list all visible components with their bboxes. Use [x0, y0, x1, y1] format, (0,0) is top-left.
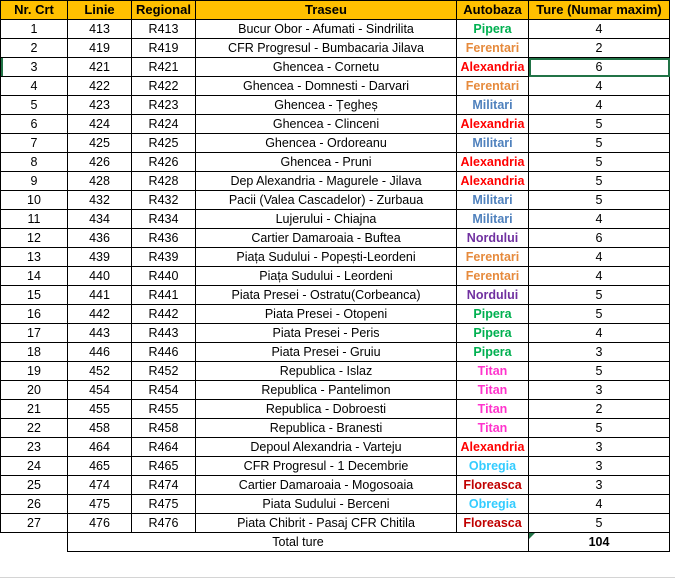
cell-nr-crt[interactable]: 3 — [1, 58, 68, 77]
cell-ture[interactable]: 2 — [529, 400, 670, 419]
cell-nr-crt[interactable]: 19 — [1, 362, 68, 381]
cell-traseu[interactable]: Dep Alexandria - Magurele - Jilava — [196, 172, 457, 191]
table-row — [1, 96, 670, 115]
cell-regional[interactable]: R423 — [132, 96, 196, 115]
cell-linie[interactable]: 425 — [68, 134, 132, 153]
cell-nr-crt[interactable]: 1 — [1, 20, 68, 39]
cell-ture[interactable]: 4 — [529, 495, 670, 514]
total-row — [1, 533, 670, 552]
cell-linie[interactable]: 464 — [68, 438, 132, 457]
cell-nr-crt[interactable]: 11 — [1, 210, 68, 229]
cell-nr-crt[interactable]: 21 — [1, 400, 68, 419]
cell-nr-crt[interactable]: 2 — [1, 39, 68, 58]
cell-traseu[interactable]: Ghencea - Pruni — [196, 153, 457, 172]
cell-nr-crt[interactable]: 4 — [1, 77, 68, 96]
cell-autobaza[interactable]: Militari — [457, 210, 529, 229]
cell-nr-crt[interactable]: 27 — [1, 514, 68, 533]
cell-ture[interactable]: 4 — [529, 267, 670, 286]
cell-autobaza[interactable]: Ferentari — [457, 39, 529, 58]
cell-autobaza[interactable]: Titan — [457, 400, 529, 419]
table-row — [1, 172, 670, 191]
empty-cell[interactable] — [1, 533, 68, 552]
cell-autobaza[interactable]: Militari — [457, 191, 529, 210]
cell-regional[interactable]: R455 — [132, 400, 196, 419]
cell-linie[interactable]: 426 — [68, 153, 132, 172]
cell-regional[interactable]: R442 — [132, 305, 196, 324]
cell-linie[interactable]: 465 — [68, 457, 132, 476]
table-row — [1, 39, 670, 58]
cell-traseu[interactable]: Ghencea - Țegheș — [196, 96, 457, 115]
cell-autobaza[interactable]: Ferentari — [457, 77, 529, 96]
cell-regional[interactable]: R441 — [132, 286, 196, 305]
cell-linie[interactable]: 458 — [68, 419, 132, 438]
table-row — [1, 58, 670, 77]
cell-regional[interactable]: R424 — [132, 115, 196, 134]
header-traseu[interactable]: Traseu — [196, 1, 457, 20]
cell-ture[interactable]: 5 — [529, 191, 670, 210]
cell-linie[interactable]: 413 — [68, 20, 132, 39]
cell-linie[interactable]: 454 — [68, 381, 132, 400]
table-row — [1, 248, 670, 267]
cell-ture[interactable]: 4 — [529, 96, 670, 115]
cell-ture[interactable]: 5 — [529, 514, 670, 533]
cell-ture[interactable]: 3 — [529, 457, 670, 476]
cell-ture[interactable]: 4 — [529, 324, 670, 343]
table-row — [1, 77, 670, 96]
cell-nr-crt[interactable]: 10 — [1, 191, 68, 210]
cell-ture[interactable]: 5 — [529, 286, 670, 305]
table-row — [1, 419, 670, 438]
cell-autobaza[interactable]: Obregia — [457, 495, 529, 514]
cell-traseu[interactable]: Cartier Damaroaia - Mogosoaia — [196, 476, 457, 495]
cell-linie[interactable]: 421 — [68, 58, 132, 77]
cell-regional[interactable]: R419 — [132, 39, 196, 58]
cell-autobaza[interactable]: Ferentari — [457, 267, 529, 286]
header-nr-crt[interactable]: Nr. Crt — [1, 1, 68, 20]
cell-traseu[interactable]: Pacii (Valea Cascadelor) - Zurbaua — [196, 191, 457, 210]
table-row — [1, 267, 670, 286]
cell-autobaza[interactable]: Pipera — [457, 343, 529, 362]
cell-traseu[interactable]: Piața Sudului - Leordeni — [196, 267, 457, 286]
cell-autobaza[interactable]: Obregia — [457, 457, 529, 476]
cell-nr-crt[interactable]: 26 — [1, 495, 68, 514]
cell-regional[interactable]: R464 — [132, 438, 196, 457]
cell-ture[interactable]: 4 — [529, 77, 670, 96]
table-row — [1, 400, 670, 419]
cell-ture[interactable]: 5 — [529, 172, 670, 191]
cell-autobaza[interactable]: Pipera — [457, 324, 529, 343]
cell-linie[interactable]: 475 — [68, 495, 132, 514]
cell-regional[interactable]: R439 — [132, 248, 196, 267]
cell-linie[interactable]: 442 — [68, 305, 132, 324]
table-row — [1, 229, 670, 248]
table-row — [1, 514, 670, 533]
table-row — [1, 457, 670, 476]
cell-traseu[interactable]: Lujerului - Chiajna — [196, 210, 457, 229]
cell-linie[interactable]: 446 — [68, 343, 132, 362]
cell-ture[interactable]: 5 — [529, 115, 670, 134]
cell-nr-crt[interactable]: 14 — [1, 267, 68, 286]
cell-regional[interactable]: R426 — [132, 153, 196, 172]
cell-nr-crt[interactable]: 6 — [1, 115, 68, 134]
cell-nr-crt[interactable]: 25 — [1, 476, 68, 495]
table-row — [1, 324, 670, 343]
cell-nr-crt[interactable]: 23 — [1, 438, 68, 457]
table-row — [1, 343, 670, 362]
cell-autobaza[interactable]: Floreasca — [457, 476, 529, 495]
cell-nr-crt[interactable]: 18 — [1, 343, 68, 362]
cell-autobaza[interactable]: Pipera — [457, 305, 529, 324]
cell-autobaza[interactable]: Militari — [457, 134, 529, 153]
cell-autobaza[interactable]: Alexandria — [457, 58, 529, 77]
cell-ture[interactable]: 3 — [529, 438, 670, 457]
cell-nr-crt[interactable]: 15 — [1, 286, 68, 305]
cell-nr-crt[interactable]: 16 — [1, 305, 68, 324]
cell-ture[interactable]: 2 — [529, 39, 670, 58]
cell-traseu[interactable]: CFR Progresul - 1 Decembrie — [196, 457, 457, 476]
cell-linie[interactable]: 434 — [68, 210, 132, 229]
cell-regional[interactable]: R452 — [132, 362, 196, 381]
cell-regional[interactable]: R443 — [132, 324, 196, 343]
header-ture[interactable]: Ture (Numar maxim) — [529, 1, 670, 20]
cell-ture[interactable]: 5 — [529, 419, 670, 438]
table-row — [1, 495, 670, 514]
cell-linie[interactable]: 455 — [68, 400, 132, 419]
cell-regional[interactable]: R475 — [132, 495, 196, 514]
cell-regional[interactable]: R422 — [132, 77, 196, 96]
total-value-cell[interactable] — [529, 533, 670, 552]
header-linie[interactable]: Linie — [68, 1, 132, 20]
table-row — [1, 191, 670, 210]
cell-ture[interactable]: 3 — [529, 476, 670, 495]
cell-nr-crt[interactable]: 8 — [1, 153, 68, 172]
table-row — [1, 286, 670, 305]
cell-nr-crt[interactable]: 20 — [1, 381, 68, 400]
cell-ture[interactable]: 5 — [529, 134, 670, 153]
cell-nr-crt[interactable]: 9 — [1, 172, 68, 191]
cell-regional[interactable]: R446 — [132, 343, 196, 362]
cell-traseu[interactable]: Piata Presei - Ostratu(Corbeanca) — [196, 286, 457, 305]
cell-autobaza[interactable]: Militari — [457, 96, 529, 115]
cell-regional[interactable]: R440 — [132, 267, 196, 286]
cell-traseu[interactable]: Piața Sudului - Popești-Leordeni — [196, 248, 457, 267]
table-row — [1, 20, 670, 39]
cell-traseu[interactable]: Republica - Pantelimon — [196, 381, 457, 400]
cell-traseu[interactable]: Depoul Alexandria - Varteju — [196, 438, 457, 457]
cell-linie[interactable]: 439 — [68, 248, 132, 267]
cell-linie[interactable]: 422 — [68, 77, 132, 96]
cell-ture[interactable]: 5 — [529, 153, 670, 172]
cell-ture[interactable]: 4 — [529, 248, 670, 267]
cell-regional[interactable]: R474 — [132, 476, 196, 495]
cell-regional[interactable]: R434 — [132, 210, 196, 229]
cell-autobaza[interactable]: Alexandria — [457, 438, 529, 457]
cell-ture[interactable]: 5 — [529, 305, 670, 324]
header-regional[interactable]: Regional — [132, 1, 196, 20]
cell-ture[interactable]: 3 — [529, 343, 670, 362]
cell-traseu[interactable]: Cartier Damaroaia - Buftea — [196, 229, 457, 248]
cell-autobaza[interactable]: Ferentari — [457, 248, 529, 267]
cell-ture[interactable]: 4 — [529, 20, 670, 39]
cell-regional[interactable]: R465 — [132, 457, 196, 476]
cell-regional[interactable]: R421 — [132, 58, 196, 77]
cell-traseu[interactable]: CFR Progresul - Bumbacaria Jilava — [196, 39, 457, 58]
cell-traseu[interactable]: Ghencea - Ordoreanu — [196, 134, 457, 153]
cell-linie[interactable]: 452 — [68, 362, 132, 381]
cell-autobaza[interactable]: Nordului — [457, 286, 529, 305]
cell-autobaza[interactable]: Alexandria — [457, 172, 529, 191]
table-row — [1, 115, 670, 134]
table-row — [1, 438, 670, 457]
cell-linie[interactable]: 432 — [68, 191, 132, 210]
cell-autobaza[interactable]: Alexandria — [457, 153, 529, 172]
cell-traseu[interactable]: Piata Presei - Otopeni — [196, 305, 457, 324]
cell-autobaza[interactable]: Floreasca — [457, 514, 529, 533]
cell-nr-crt[interactable]: 22 — [1, 419, 68, 438]
cell-traseu[interactable]: Piata Presei - Peris — [196, 324, 457, 343]
cell-nr-crt[interactable]: 24 — [1, 457, 68, 476]
cell-linie[interactable]: 441 — [68, 286, 132, 305]
cell-linie[interactable]: 428 — [68, 172, 132, 191]
cell-linie[interactable]: 424 — [68, 115, 132, 134]
cell-autobaza[interactable]: Titan — [457, 381, 529, 400]
table-row — [1, 134, 670, 153]
table-row — [1, 305, 670, 324]
header-row — [1, 1, 670, 20]
error-indicator-icon — [529, 533, 535, 539]
cell-autobaza[interactable]: Titan — [457, 419, 529, 438]
cell-autobaza[interactable]: Alexandria — [457, 115, 529, 134]
cell-regional[interactable]: R454 — [132, 381, 196, 400]
cell-traseu[interactable]: Republica - Branesti — [196, 419, 457, 438]
cell-ture[interactable]: 6 — [529, 58, 670, 77]
cell-nr-crt[interactable]: 5 — [1, 96, 68, 115]
table-row — [1, 210, 670, 229]
table-row — [1, 153, 670, 172]
cell-ture[interactable]: 5 — [529, 362, 670, 381]
cell-autobaza[interactable]: Nordului — [457, 229, 529, 248]
cell-regional[interactable]: R425 — [132, 134, 196, 153]
cell-traseu[interactable]: Ghencea - Domnesti - Darvari — [196, 77, 457, 96]
header-autobaza[interactable]: Autobaza — [457, 1, 529, 20]
cell-traseu[interactable]: Piata Chibrit - Pasaj CFR Chitila — [196, 514, 457, 533]
cell-linie[interactable]: 419 — [68, 39, 132, 58]
cell-regional[interactable]: R432 — [132, 191, 196, 210]
cell-ture[interactable]: 4 — [529, 210, 670, 229]
table-row — [1, 476, 670, 495]
cell-traseu[interactable]: Ghencea - Clinceni — [196, 115, 457, 134]
cell-linie[interactable]: 474 — [68, 476, 132, 495]
cell-autobaza[interactable]: Titan — [457, 362, 529, 381]
cell-regional[interactable]: R436 — [132, 229, 196, 248]
cell-linie[interactable]: 443 — [68, 324, 132, 343]
cell-nr-crt[interactable]: 17 — [1, 324, 68, 343]
cell-nr-crt[interactable]: 12 — [1, 229, 68, 248]
cell-regional[interactable]: R413 — [132, 20, 196, 39]
cell-traseu[interactable]: Piata Sudului - Berceni — [196, 495, 457, 514]
cell-traseu[interactable]: Republica - Islaz — [196, 362, 457, 381]
cell-nr-crt[interactable]: 13 — [1, 248, 68, 267]
cell-linie[interactable]: 440 — [68, 267, 132, 286]
cell-traseu[interactable]: Ghencea - Cornetu — [196, 58, 457, 77]
table-row — [1, 362, 670, 381]
total-value: 104 — [588, 535, 610, 549]
cell-traseu[interactable]: Piata Presei - Gruiu — [196, 343, 457, 362]
total-label-cell[interactable]: Total ture — [68, 533, 529, 552]
cell-traseu[interactable]: Bucur Obor - Afumati - Sindrilita — [196, 20, 457, 39]
cell-linie[interactable]: 476 — [68, 514, 132, 533]
cell-traseu[interactable]: Republica - Dobroesti — [196, 400, 457, 419]
table-row — [1, 381, 670, 400]
cell-ture[interactable]: 3 — [529, 381, 670, 400]
cell-autobaza[interactable]: Pipera — [457, 20, 529, 39]
cell-regional[interactable]: R476 — [132, 514, 196, 533]
cell-ture[interactable]: 6 — [529, 229, 670, 248]
cell-linie[interactable]: 436 — [68, 229, 132, 248]
cell-regional[interactable]: R458 — [132, 419, 196, 438]
cell-nr-crt[interactable]: 7 — [1, 134, 68, 153]
cell-regional[interactable]: R428 — [132, 172, 196, 191]
cell-linie[interactable]: 423 — [68, 96, 132, 115]
